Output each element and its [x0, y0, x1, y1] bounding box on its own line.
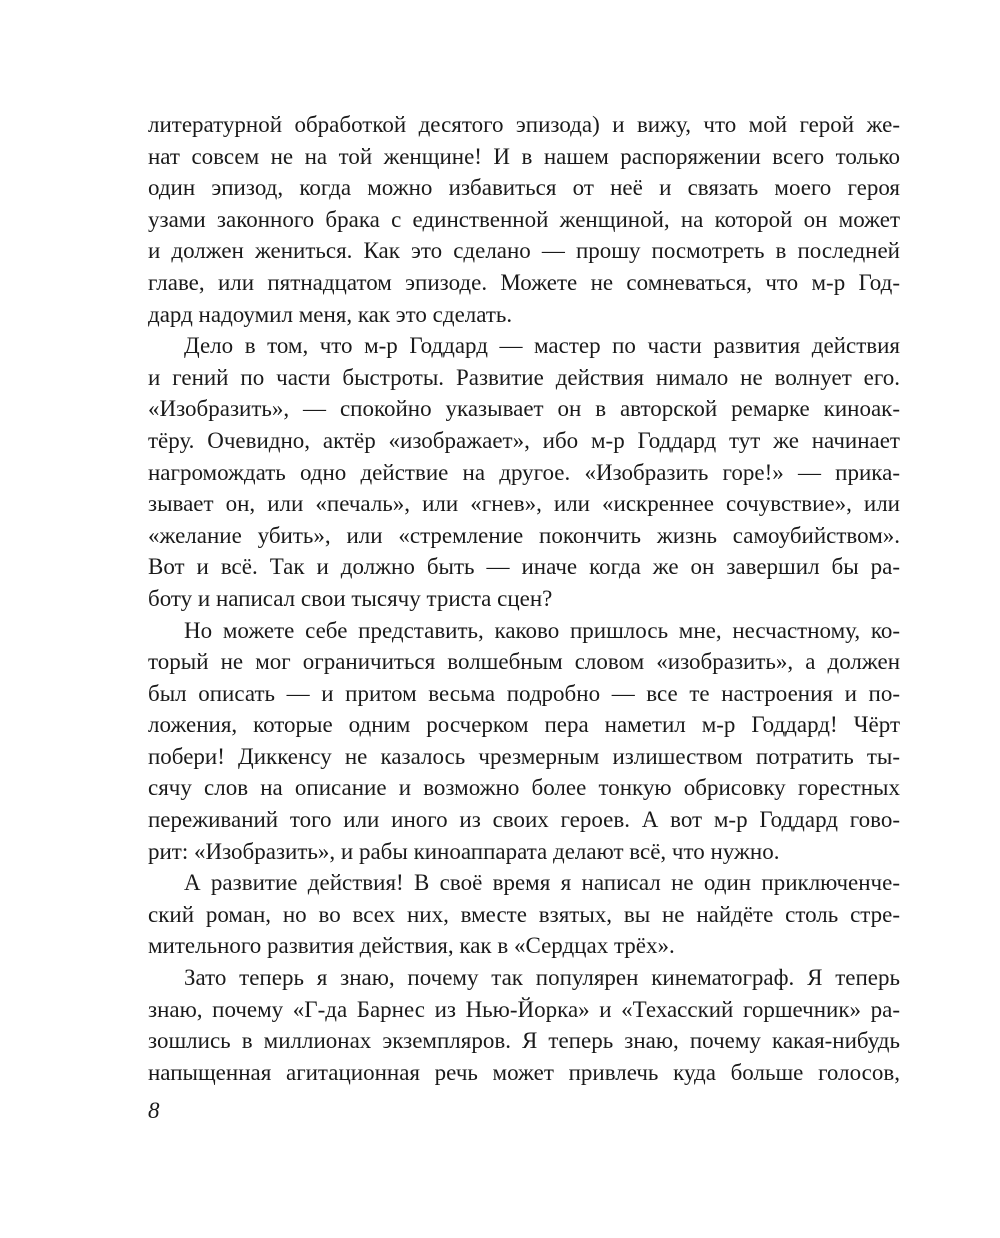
paragraph — [148, 867, 900, 962]
text-line: знаю, почему «Г-да Барнес из Нью-Йорка» и «Техасский горшечник» ра- — [148, 996, 900, 1022]
text-line: тёру. Очевидно, актёр «изображает», ибо м-р Годдард тут же начинает — [148, 427, 900, 453]
text-line: зошлись в миллионах экземпляров. Я теперь знаю, почему какая-нибудь — [148, 1028, 900, 1054]
text-line: сячу слов на описание и возможно более тонкую обрисовку горестных — [148, 775, 900, 801]
text-line: Зато теперь я знаю, почему так популярен кинематограф. Я теперь — [184, 965, 900, 991]
text-line: боту и написал свои тысячу триста сцен? — [148, 585, 553, 611]
paragraph — [148, 330, 900, 614]
text-line: мительного развития действия, как в «Сердцах трёх». — [148, 933, 675, 959]
text-line: торый не мог ограничиться волшебным словом «изобразить», а должен — [148, 649, 900, 675]
text-line: «желание убить», или «стремление покончить жизнь самоубийством». — [148, 522, 900, 548]
text-line: был описать — и притом весьма подробно — все те настроения и по- — [148, 680, 900, 706]
text-line: Дело в том, что м-р Годдард — мастер по части развития действия — [184, 333, 900, 359]
text-line: зывает он, или «печаль», или «гнев», или «искреннее сочувствие», или — [148, 491, 900, 517]
text-line: и должен жениться. Как это сделано — прошу посмотреть в последней — [148, 238, 900, 264]
text-line: один эпизод, когда можно избавиться от неё и связать моего героя — [148, 175, 900, 201]
text-line: Вот и всё. Так и должно быть — иначе когда же он завершил бы ра- — [148, 554, 900, 580]
text-line: литературной обработкой десятого эпизода) и вижу, что мой герой же- — [148, 112, 900, 137]
text-line: главе, или пятнадцатом эпизоде. Можете не сомневаться, что м-р Год- — [148, 269, 900, 295]
text-line: побери! Диккенсу не казалось чрезмерным излишеством потратить ты- — [148, 743, 900, 769]
paragraph — [148, 615, 900, 868]
text-line: переживаний того или иного из своих героев. А вот м-р Годдард гово- — [148, 807, 900, 833]
text-line: ложения, которые одним росчерком пера наметил м-р Годдард! Чёрт — [148, 712, 900, 738]
text-line: нат совсем не на той женщине! И в нашем распоряжении всего только — [148, 143, 900, 169]
text-line: напыщенная агитационная речь может привлечь куда больше голосов, — [148, 1059, 900, 1085]
text-line: нагромождать одно действие на другое. «Изобразить горе!» — прика- — [148, 459, 900, 485]
text-line: А развитие действия! В своё время я написал не один приключенче- — [184, 870, 900, 896]
text-line: дард надоумил меня, как это сделать. — [148, 301, 513, 327]
page-body — [148, 109, 900, 1088]
text-line: ский роман, но во всех них, вместе взятых, вы не найдёте столь стре- — [148, 901, 900, 927]
text-line: «Изобразить», — спокойно указывает он в авторской ремарке киноак- — [148, 396, 900, 422]
text-line: рит: «Изобразить», и рабы киноаппарата делают всё, что нужно. — [148, 838, 780, 864]
text-line: Но можете себе представить, каково пришлось мне, несчастному, ко- — [184, 617, 900, 643]
text-line: и гений по части быстроты. Развитие действия нимало не волнует его. — [148, 364, 900, 390]
text-line: узами законного брака с единственной женщиной, на которой он может — [148, 206, 900, 232]
paragraph — [148, 109, 900, 330]
paragraph — [148, 962, 900, 1088]
page-number: 8 — [148, 1098, 160, 1123]
